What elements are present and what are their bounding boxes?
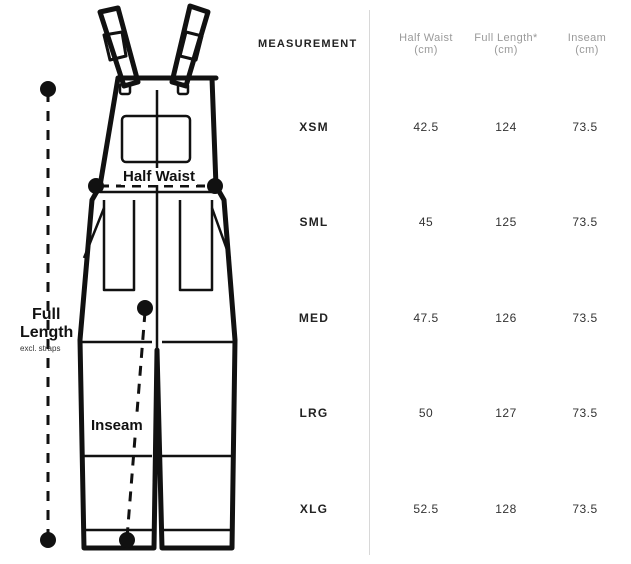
- half-waist-label: Half Waist: [123, 168, 195, 185]
- column-header-inseam: Inseam (cm): [567, 32, 607, 56]
- inseam-value: 73.5: [572, 215, 598, 229]
- inseam-label: Inseam: [91, 417, 143, 434]
- half-waist-value: 42.5: [413, 120, 439, 134]
- size-label: SML: [299, 215, 329, 229]
- half-waist-value: 47.5: [413, 311, 439, 325]
- half-waist-value: 52.5: [413, 502, 439, 516]
- full-length-value: 127: [495, 406, 517, 420]
- full-length-label-line2: Length: [20, 324, 74, 341]
- full-length-label-line1: Full: [32, 306, 61, 323]
- full-length-value: 128: [495, 502, 517, 516]
- full-length-value: 126: [495, 311, 517, 325]
- size-label: XSM: [299, 120, 329, 134]
- column-header-full-length: Full Length* (cm): [474, 32, 538, 56]
- overalls-illustration: [0, 0, 250, 559]
- size-table: [250, 0, 631, 559]
- inseam-value: 73.5: [572, 502, 598, 516]
- full-length-value: 124: [495, 120, 517, 134]
- inseam-value: 73.5: [572, 406, 598, 420]
- size-label: LRG: [299, 406, 329, 420]
- half-waist-value: 45: [418, 215, 434, 229]
- measurement-header: MEASUREMENT: [258, 38, 358, 50]
- inseam-value: 73.5: [572, 311, 598, 325]
- full-length-value: 125: [495, 215, 517, 229]
- half-waist-value: 50: [418, 406, 434, 420]
- column-header-half-waist: Half Waist (cm): [399, 32, 453, 56]
- full-length-sub-label: excl. straps: [20, 344, 61, 353]
- inseam-value: 73.5: [572, 120, 598, 134]
- size-label: XLG: [299, 502, 329, 516]
- overalls-diagram: [0, 0, 250, 559]
- size-label: MED: [298, 311, 330, 325]
